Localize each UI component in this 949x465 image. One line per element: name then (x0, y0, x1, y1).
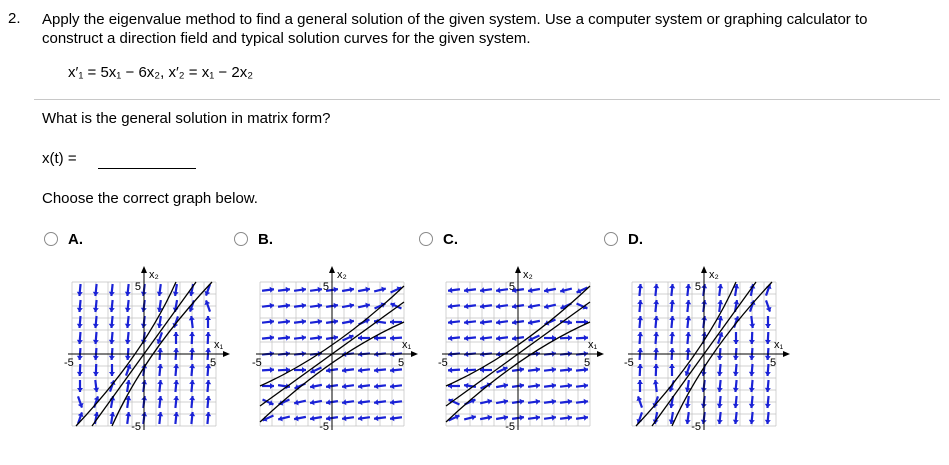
tick-label-y-pos: 5 (322, 281, 329, 293)
tick-label-x-pos: 5 (398, 357, 405, 369)
field-arrowhead (637, 348, 643, 352)
field-arrowhead (125, 324, 131, 328)
field-arrowhead (568, 399, 572, 405)
field-arrowhead (717, 420, 723, 424)
direction-field-plot (620, 258, 800, 448)
field-arrowhead (568, 383, 572, 389)
field-arrowhead (189, 332, 195, 336)
field-arrowhead (358, 367, 362, 373)
option-d-label: D. (628, 231, 643, 248)
field-arrowhead (286, 335, 290, 341)
direction-field-plot (248, 258, 428, 448)
field-arrowhead (302, 335, 306, 341)
field-arrowhead (536, 415, 540, 421)
field-arrowhead (536, 367, 540, 373)
system-equation: x′₁ = 5x₁ − 6x₂, x′₂ = x₁ − 2x₂ (68, 64, 254, 81)
field-arrowhead (464, 383, 468, 389)
field-arrowhead (374, 367, 378, 373)
field-arrowhead (109, 308, 115, 312)
field-arrowhead (302, 367, 306, 373)
field-arrowhead (717, 284, 723, 288)
field-arrowhead (189, 348, 195, 352)
field-arrowhead (326, 383, 330, 389)
tick-label-x-pos: 5 (584, 357, 591, 369)
field-arrowhead (637, 380, 643, 384)
x1-axis-arrowhead (411, 351, 418, 357)
field-arrowhead (653, 348, 659, 352)
tick-label-y-neg: -5 (319, 421, 329, 433)
x-of-t-label: x(t) = (42, 150, 77, 167)
graph-d (620, 258, 800, 448)
field-arrowhead (653, 332, 659, 336)
tick-label-y-pos: 5 (134, 281, 141, 293)
field-arrowhead (733, 300, 739, 304)
field-arrowhead (205, 348, 211, 352)
field-arrowhead (173, 332, 179, 336)
field-arrowhead (448, 367, 452, 373)
field-arrowhead (536, 399, 540, 405)
field-arrowhead (496, 335, 500, 341)
tick-label-x-neg: -5 (624, 357, 634, 369)
field-arrowhead (448, 303, 452, 309)
field-arrowhead (205, 332, 211, 336)
radio-button-d[interactable] (604, 232, 618, 246)
x1-axis-label: x₁ (774, 339, 784, 351)
field-arrowhead (302, 287, 306, 293)
field-arrowhead (765, 404, 771, 408)
x2-axis-arrowhead (329, 266, 335, 273)
field-arrowhead (637, 284, 643, 288)
question-text: Apply the eigenvalue method to find a general solution of the given system. Use a computer system or graphing calculator to construct a direction field and typical solution curves for the given system. (42, 11, 868, 47)
field-arrowhead (765, 324, 771, 328)
field-arrowhead (77, 324, 83, 328)
graph-b (248, 258, 428, 448)
divider (34, 99, 940, 100)
field-arrowhead (109, 356, 115, 360)
tick-label-x-neg: -5 (252, 357, 262, 369)
tick-label-y-pos: 5 (694, 281, 701, 293)
field-arrowhead (93, 356, 99, 360)
tick-label-x-neg: -5 (438, 357, 448, 369)
direction-field-plot (434, 258, 614, 448)
field-arrowhead (125, 356, 131, 360)
field-arrowhead (669, 348, 675, 352)
option-a-label: A. (68, 231, 83, 248)
field-arrowhead (157, 348, 163, 352)
field-arrowhead (358, 383, 362, 389)
field-arrowhead (310, 415, 314, 421)
field-arrowhead (685, 420, 691, 424)
field-arrowhead (653, 380, 659, 384)
x1-axis-arrowhead (597, 351, 604, 357)
option-b-label: B. (258, 231, 273, 248)
field-arrowhead (326, 367, 330, 373)
field-arrowhead (765, 372, 771, 376)
tick-label-y-pos: 5 (508, 281, 515, 293)
field-arrowhead (77, 308, 83, 312)
field-arrowhead (512, 319, 516, 325)
field-arrowhead (685, 284, 691, 288)
field-arrowhead (286, 319, 290, 325)
graph-a (60, 258, 240, 448)
field-arrowhead (685, 404, 691, 408)
tick-label-y-neg: -5 (505, 421, 515, 433)
field-arrowhead (520, 367, 524, 373)
field-arrowhead (733, 356, 739, 360)
field-arrowhead (464, 303, 468, 309)
field-arrowhead (717, 404, 723, 408)
field-arrowhead (374, 415, 378, 421)
field-arrowhead (205, 396, 211, 400)
field-arrowhead (717, 300, 723, 304)
field-arrowhead (286, 287, 290, 293)
field-arrowhead (536, 383, 540, 389)
field-arrowhead (173, 396, 179, 400)
field-arrowhead (205, 380, 211, 384)
x2-axis-label: x₂ (523, 269, 533, 281)
question-number: 2. (8, 10, 21, 27)
field-arrowhead (302, 319, 306, 325)
field-arrowhead (464, 367, 468, 373)
x2-axis-label: x₂ (149, 269, 159, 281)
field-arrowhead (157, 396, 163, 400)
field-arrowhead (157, 380, 163, 384)
field-arrowhead (653, 284, 659, 288)
field-arrowhead (496, 303, 500, 309)
x2-axis-arrowhead (701, 266, 707, 273)
field-arrowhead (520, 383, 524, 389)
field-arrowhead (302, 303, 306, 309)
field-arrowhead (568, 319, 572, 325)
field-arrowhead (669, 332, 675, 336)
x2-axis-label: x₂ (337, 269, 347, 281)
field-arrowhead (189, 380, 195, 384)
field-arrowhead (448, 287, 452, 293)
field-arrowhead (512, 303, 516, 309)
general-solution-prompt: What is the general solution in matrix form? (42, 110, 331, 127)
field-arrowhead (125, 308, 131, 312)
field-arrowhead (653, 300, 659, 304)
field-arrowhead (669, 284, 675, 288)
field-arrowhead (464, 287, 468, 293)
radio-button-b[interactable] (234, 232, 248, 246)
field-arrowhead (109, 372, 115, 376)
x1-axis-label: x₁ (214, 339, 224, 351)
direction-field-plot (60, 258, 240, 448)
field-arrowhead (749, 404, 755, 408)
field-arrowhead (568, 335, 572, 341)
radio-button-c[interactable] (419, 232, 433, 246)
field-arrowhead (93, 372, 99, 376)
field-arrowhead (496, 319, 500, 325)
field-arrowhead (334, 303, 338, 309)
field-arrowhead (326, 399, 330, 405)
field-arrowhead (765, 420, 771, 424)
field-arrowhead (77, 372, 83, 376)
field-arrowhead (496, 287, 500, 293)
field-arrowhead (749, 356, 755, 360)
field-arrowhead (520, 415, 524, 421)
field-arrowhead (733, 420, 739, 424)
field-arrowhead (157, 324, 163, 328)
tick-label-x-pos: 5 (210, 357, 217, 369)
field-arrowhead (334, 319, 338, 325)
field-arrowhead (464, 319, 468, 325)
field-arrowhead (685, 332, 691, 336)
x1-axis-label: x₁ (588, 339, 598, 351)
field-arrowhead (669, 403, 675, 407)
radio-button-a[interactable] (44, 232, 58, 246)
field-arrowhead (584, 399, 588, 405)
field-arrowhead (568, 367, 572, 373)
field-arrowhead (173, 348, 179, 352)
field-arrowhead (334, 287, 338, 293)
field-arrowhead (520, 399, 524, 405)
field-arrowhead (568, 415, 572, 421)
field-arrowhead (310, 399, 314, 405)
field-arrowhead (374, 383, 378, 389)
field-arrowhead (749, 372, 755, 376)
field-arrowhead (173, 380, 179, 384)
field-arrowhead (358, 415, 362, 421)
x2-axis-label: x₂ (709, 269, 719, 281)
field-arrowhead (374, 399, 378, 405)
field-arrowhead (685, 348, 691, 352)
field-arrowhead (93, 324, 99, 328)
field-arrowhead (349, 287, 353, 293)
field-arrowhead (584, 415, 588, 421)
field-arrowhead (448, 319, 452, 325)
field-arrowhead (109, 324, 115, 328)
tick-label-x-neg: -5 (64, 357, 74, 369)
field-arrowhead (749, 324, 755, 328)
field-arrowhead (334, 335, 338, 341)
answer-input[interactable] (98, 168, 196, 169)
field-arrowhead (584, 383, 588, 389)
field-arrowhead (512, 335, 516, 341)
x1-axis-label: x₁ (402, 339, 412, 351)
x2-axis-arrowhead (515, 266, 521, 273)
x2-axis-arrowhead (141, 266, 147, 273)
field-arrowhead (637, 300, 643, 304)
field-arrowhead (669, 300, 675, 304)
field-arrowhead (717, 356, 723, 360)
field-arrowhead (685, 300, 691, 304)
field-arrowhead (733, 404, 739, 408)
field-arrowhead (125, 380, 131, 384)
tick-label-y-neg: -5 (691, 421, 701, 433)
field-arrowhead (286, 303, 290, 309)
field-arrowhead (77, 356, 83, 360)
field-arrowhead (637, 332, 643, 336)
x1-axis-arrowhead (783, 351, 790, 357)
graph-choice-prompt: Choose the correct graph below. (42, 190, 258, 207)
graph-c (434, 258, 614, 448)
field-arrowhead (189, 396, 195, 400)
x1-axis-arrowhead (223, 351, 230, 357)
field-arrowhead (464, 335, 468, 341)
field-arrowhead (717, 372, 723, 376)
field-arrowhead (349, 303, 353, 309)
option-c-label: C. (443, 231, 458, 248)
field-arrowhead (733, 372, 739, 376)
field-arrowhead (358, 399, 362, 405)
field-arrowhead (749, 420, 755, 424)
field-arrowhead (448, 335, 452, 341)
tick-label-y-neg: -5 (131, 421, 141, 433)
tick-label-x-pos: 5 (770, 357, 777, 369)
field-arrowhead (93, 308, 99, 312)
field-arrowhead (358, 335, 362, 341)
